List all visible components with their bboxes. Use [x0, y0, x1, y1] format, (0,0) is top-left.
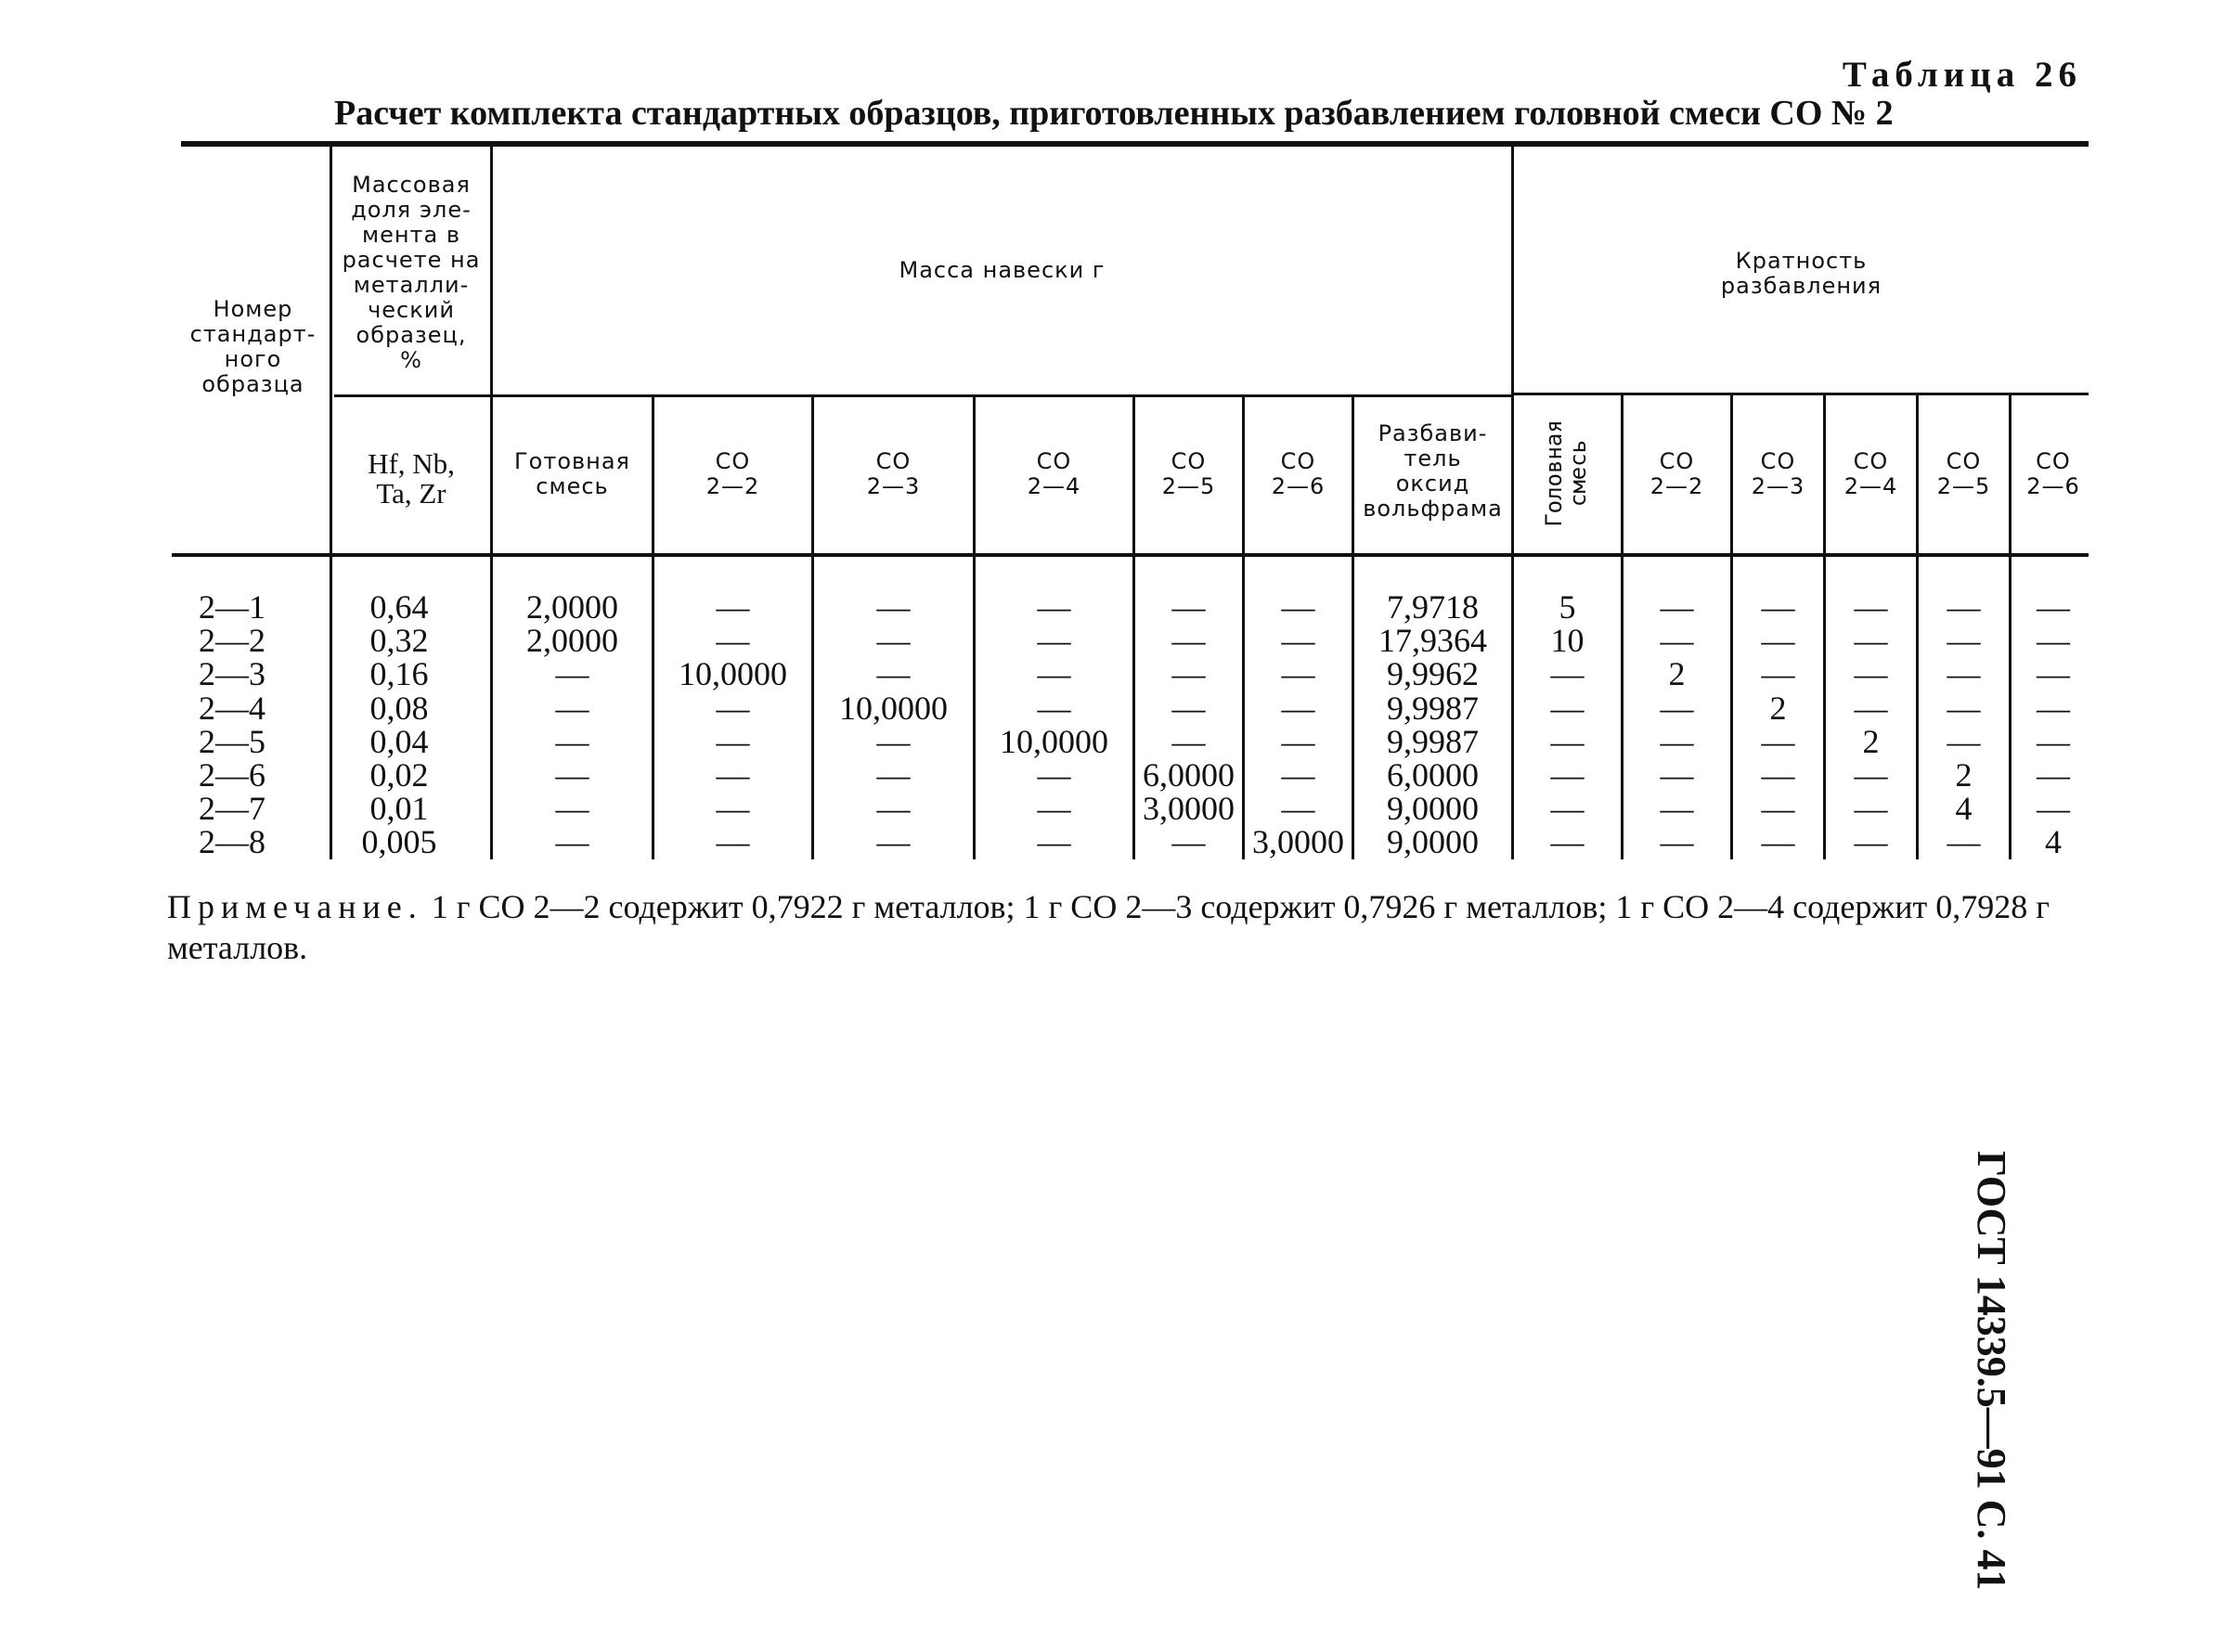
row-ratio-cell: —: [1854, 689, 1888, 727]
table-title: Расчет комплекта стандартных образцов, приготовленных разбавлением головной смеси СО № 2: [334, 94, 1894, 133]
row-ratio-cell: —: [2037, 756, 2070, 794]
row-mass-cell: —: [1281, 588, 1315, 626]
row-mass-cell: 2,0000: [526, 622, 618, 660]
row-number: 2—8: [199, 823, 265, 861]
row-ratio-cell: —: [1761, 790, 1795, 828]
row-mass-cell: 2,0000: [526, 588, 618, 626]
row-number: 2—6: [199, 756, 265, 794]
row-ratio-cell: 2: [1955, 756, 1973, 794]
row-mass-cell: 7,9718: [1387, 588, 1479, 626]
row-ratio-cell: —: [2037, 622, 2070, 660]
row-ratio-cell: —: [1660, 622, 1694, 660]
note-prefix: Примечание.: [167, 888, 423, 925]
row-mass-cell: 9,0000: [1387, 790, 1479, 828]
row-mass-cell: —: [1037, 622, 1071, 660]
row-mass-cell: —: [876, 790, 911, 828]
header-ratio-col-1: СО 2—2: [1649, 448, 1704, 499]
row-mass-cell: —: [876, 655, 911, 693]
row-ratio-cell: —: [1550, 756, 1585, 794]
row-mass-cell: —: [1037, 756, 1071, 794]
row-mass-cell: —: [1281, 790, 1315, 828]
header-dilution-ratio: Кратность разбавления: [1720, 248, 1882, 299]
row-ratio-cell: —: [1761, 588, 1795, 626]
header-divider-mass: [492, 394, 1513, 397]
row-ratio-cell: —: [1947, 722, 1981, 760]
header-mass-col-6: СО 2—6: [1271, 448, 1326, 499]
row-mass-cell: 17,9364: [1378, 622, 1487, 660]
header-mass-col-7: Разбави- тель оксид вольфрама: [1363, 420, 1503, 522]
row-ratio-cell: 2: [1769, 689, 1787, 727]
row-ratio-cell: —: [1854, 823, 1888, 861]
row-mass-cell: 10,0000: [839, 689, 948, 727]
row-ratio-cell: —: [1550, 722, 1585, 760]
row-ratio-cell: —: [2037, 655, 2070, 693]
row-ratio-cell: 4: [2045, 823, 2062, 861]
header-ratio-head-mix: Головная смесь: [1541, 419, 1591, 527]
row-mass-cell: —: [1037, 689, 1071, 727]
row-ratio-cell: —: [1947, 588, 1981, 626]
row-mass-fraction: 0,04: [369, 722, 429, 760]
row-mass-cell: 9,0000: [1387, 823, 1479, 861]
row-mass-cell: —: [716, 756, 750, 794]
row-ratio-cell: 5: [1559, 588, 1576, 626]
row-ratio-cell: —: [1660, 790, 1694, 828]
row-mass-cell: 9,9987: [1387, 689, 1479, 727]
row-mass-cell: —: [1037, 790, 1071, 828]
header-elements: Hf, Nb, Ta, Zr: [368, 447, 455, 510]
row-mass-fraction: 0,32: [369, 622, 429, 660]
row-number: 2—7: [199, 790, 265, 828]
row-mass-cell: —: [876, 756, 911, 794]
row-number: 2—3: [199, 655, 265, 693]
row-mass-fraction: 0,02: [369, 756, 429, 794]
row-ratio-cell: 2: [1668, 655, 1686, 693]
row-mass-cell: —: [555, 790, 589, 828]
row-mass-cell: 3,0000: [1143, 790, 1235, 828]
row-ratio-cell: —: [1947, 689, 1981, 727]
row-ratio-cell: —: [1854, 655, 1888, 693]
row-ratio-cell: —: [1761, 655, 1795, 693]
row-ratio-cell: —: [1550, 790, 1585, 828]
row-mass-fraction: 0,16: [369, 655, 429, 693]
row-mass-cell: 9,9962: [1387, 655, 1479, 693]
row-ratio-cell: —: [1550, 689, 1585, 727]
row-mass-cell: —: [876, 823, 911, 861]
row-ratio-cell: 10: [1550, 622, 1585, 660]
header-divider-left: [334, 394, 490, 397]
row-ratio-cell: —: [1550, 655, 1585, 693]
header-ratio-col-2: СО 2—3: [1751, 448, 1805, 499]
row-number: 2—5: [199, 722, 265, 760]
row-number: 2—2: [199, 622, 265, 660]
row-ratio-cell: —: [1854, 588, 1888, 626]
row-mass-cell: —: [1281, 622, 1315, 660]
row-mass-cell: —: [555, 689, 589, 727]
row-mass-cell: —: [1171, 823, 1206, 861]
row-mass-fraction: 0,08: [369, 689, 429, 727]
row-mass-cell: —: [555, 722, 589, 760]
row-ratio-cell: —: [2037, 790, 2070, 828]
row-ratio-cell: 2: [1862, 722, 1880, 760]
row-ratio-cell: —: [1854, 756, 1888, 794]
row-mass-cell: —: [876, 588, 911, 626]
row-mass-cell: —: [1281, 655, 1315, 693]
row-mass-cell: —: [716, 722, 750, 760]
row-ratio-cell: 4: [1955, 790, 1973, 828]
row-mass-cell: 3,0000: [1252, 823, 1344, 861]
row-ratio-cell: —: [1947, 622, 1981, 660]
header-mass-weight: Масса навески г: [899, 257, 1106, 283]
row-mass-cell: —: [716, 622, 750, 660]
header-mass-col-4: СО 2—4: [1027, 448, 1081, 499]
row-mass-cell: —: [1281, 756, 1315, 794]
header-ratio-col-5: СО 2—6: [2026, 448, 2080, 499]
header-bottom-rule: [172, 553, 2089, 557]
row-mass-cell: —: [1171, 588, 1206, 626]
row-ratio-cell: —: [1854, 622, 1888, 660]
row-ratio-cell: —: [1761, 823, 1795, 861]
row-mass-cell: —: [555, 756, 589, 794]
row-mass-cell: —: [555, 823, 589, 861]
header-mass-fraction: Массовая доля эле- мента в расчете на металли- ческий образец, %: [342, 172, 481, 373]
row-mass-cell: —: [1281, 689, 1315, 727]
row-ratio-cell: —: [1947, 655, 1981, 693]
row-ratio-cell: —: [1660, 756, 1694, 794]
table-label: Таблица 26: [1842, 55, 2082, 95]
row-ratio-cell: —: [1761, 756, 1795, 794]
row-mass-cell: —: [1171, 689, 1206, 727]
row-mass-cell: —: [716, 689, 750, 727]
row-mass-cell: —: [1171, 622, 1206, 660]
row-ratio-cell: —: [1761, 622, 1795, 660]
row-mass-fraction: 0,01: [369, 790, 429, 828]
row-mass-cell: —: [1281, 722, 1315, 760]
row-ratio-cell: —: [2037, 689, 2070, 727]
row-mass-cell: —: [1171, 722, 1206, 760]
row-mass-fraction: 0,005: [361, 823, 437, 861]
row-number: 2—1: [199, 588, 265, 626]
row-mass-cell: 10,0000: [679, 655, 787, 693]
standard-reference: ГОСТ 14339.5—91 С. 41: [1969, 1151, 2014, 1591]
row-mass-cell: —: [716, 588, 750, 626]
row-ratio-cell: —: [1947, 823, 1981, 861]
note-text: 1 г СО 2—2 содержит 0,7922 г металлов; 1 г СО 2—3 содержит 0,7926 г металлов; 1 г СО 2—4 содержит 0,7928 г металлов.: [167, 888, 2050, 966]
row-mass-cell: —: [716, 790, 750, 828]
row-ratio-cell: —: [2037, 722, 2070, 760]
row-ratio-cell: —: [1660, 823, 1694, 861]
row-mass-cell: 6,0000: [1387, 756, 1479, 794]
header-mass-col-2: СО 2—2: [705, 448, 760, 499]
row-mass-cell: —: [876, 622, 911, 660]
row-ratio-cell: —: [1660, 689, 1694, 727]
header-mass-col-5: СО 2—5: [1161, 448, 1216, 499]
table-top-rule: [181, 141, 2089, 147]
header-ratio-col-3: СО 2—4: [1843, 448, 1898, 499]
row-ratio-cell: —: [2037, 588, 2070, 626]
table-note: [167, 886, 2079, 968]
row-mass-cell: —: [1171, 655, 1206, 693]
row-mass-cell: —: [716, 823, 750, 861]
header-mass-col-1: Готовная смесь: [514, 448, 630, 499]
row-mass-cell: 9,9987: [1387, 722, 1479, 760]
row-ratio-cell: —: [1761, 722, 1795, 760]
row-ratio-cell: —: [1660, 722, 1694, 760]
row-mass-cell: 10,0000: [1000, 722, 1108, 760]
row-mass-cell: —: [1037, 655, 1071, 693]
row-ratio-cell: —: [1854, 790, 1888, 828]
header-ratio-col-4: СО 2—5: [1936, 448, 1991, 499]
row-number: 2—4: [199, 689, 265, 727]
row-ratio-cell: —: [1660, 588, 1694, 626]
row-mass-cell: —: [555, 655, 589, 693]
row-mass-cell: —: [1037, 823, 1071, 861]
row-mass-cell: —: [1037, 588, 1071, 626]
header-sample-number: Номер стандарт- ного образца: [189, 296, 317, 397]
row-mass-cell: 6,0000: [1143, 756, 1235, 794]
row-mass-fraction: 0,64: [369, 588, 429, 626]
header-mass-col-3: СО 2—3: [866, 448, 921, 499]
row-ratio-cell: —: [1550, 823, 1585, 861]
row-mass-cell: —: [876, 722, 911, 760]
header-divider-ratio: [1513, 393, 2089, 395]
